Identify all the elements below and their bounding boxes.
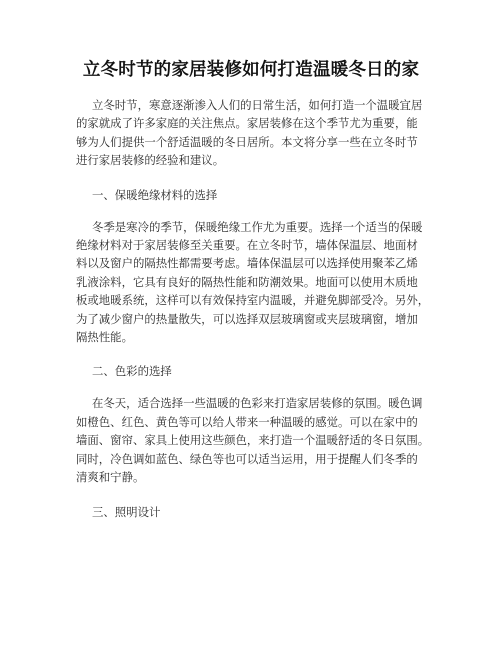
text-line: 清爽和宁静。 (76, 470, 145, 485)
text-line: 同时，冷色调如蓝色、绿色等也可以适当运用，用于提醒人们冬季的 (76, 451, 418, 466)
text-line: 乳液涂料，它具有良好的隔热性能和防潮效果。地面可以使用木质地 (76, 274, 418, 289)
document-title: 立冬时节的家居装修如何打造温暖冬日的家 (82, 60, 420, 80)
text-line: 够为人们提供一个舒适温暖的冬日居所。本文将分享一些在立冬时节 (76, 134, 418, 149)
intro-paragraph (76, 96, 444, 170)
text-line: 冬季是寒冷的季节，保暖绝缘工作尤为重要。选择一个适当的保暖 (92, 219, 423, 234)
text-line: 绝缘材料对于家居装修至关重要。在立冬时节，墙体保温层、地面材 (76, 238, 418, 253)
section-heading-insulation: 一、保暖绝缘材料的选择 (92, 187, 218, 202)
insulation-paragraph (76, 218, 444, 347)
text-line: 立冬时节，寒意逐渐渗入人们的日常生活，如何打造一个温暖宜居 (92, 98, 423, 112)
text-line: 板或地暖系统，这样可以有效保持室内温暖，并避免脚部受冷。另外， (76, 293, 430, 308)
text-line: 的家就成了许多家庭的关注焦点。家居装修在这个季节尤为重要，能 (76, 116, 418, 131)
text-line: 隔热性能。 (76, 330, 133, 345)
text-line: 在冬天，适合选择一些温暖的色彩来打造家居装修的氛围。暖色调 (92, 396, 423, 411)
text-line: 料以及窗户的隔热性都需要考虑。墙体保温层可以选择使用聚苯乙烯 (76, 256, 418, 271)
text-line: 墙面、窗帘、家具上使用这些颜色，来打造一个温暖舒适的冬日氛围。 (76, 433, 430, 448)
text-line: 如橙色、红色、黄色等可以给人带来一种温暖的感觉。可以在家中的 (76, 414, 418, 429)
text-line: 为了减少窗户的热量散失，可以选择双层玻璃窗或夹层玻璃窗，增加 (76, 311, 418, 326)
color-paragraph (76, 394, 444, 486)
section-heading-lighting: 三、照明设计 (92, 504, 161, 519)
text-line: 进行家居装修的经验和建议。 (76, 153, 225, 168)
section-heading-color: 二、色彩的选择 (92, 364, 172, 379)
